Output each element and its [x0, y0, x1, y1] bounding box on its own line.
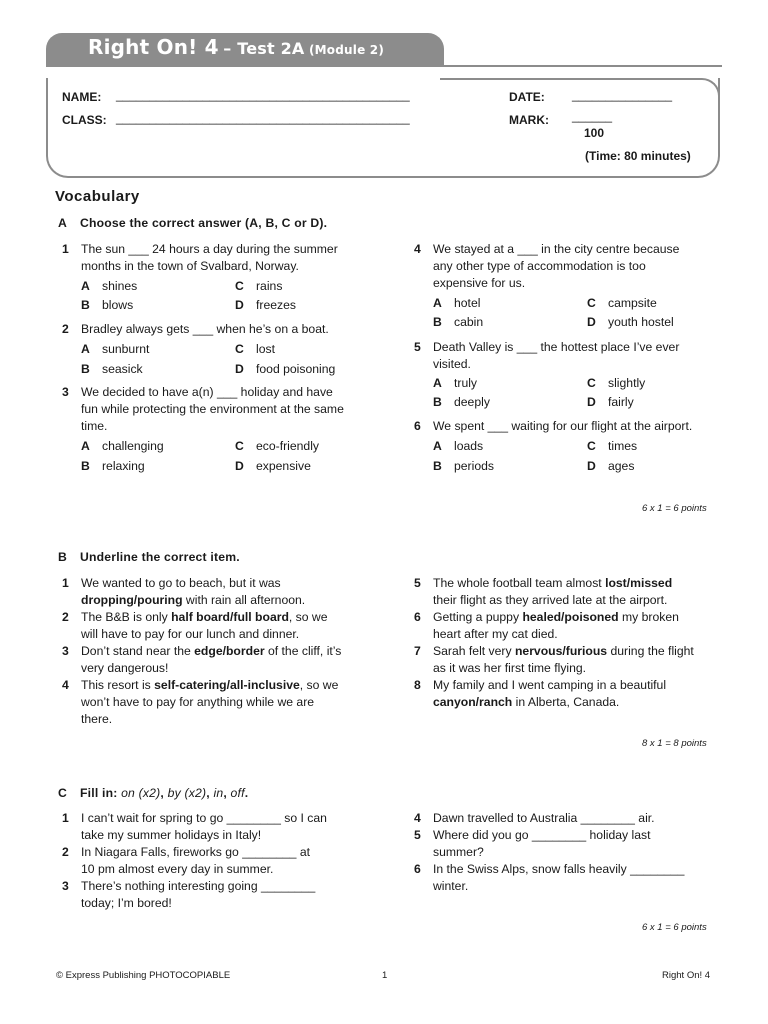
option-text: sunburnt	[102, 342, 150, 356]
option-text: lost	[256, 342, 275, 356]
option-letter: D	[587, 395, 596, 409]
answer-option-a[interactable]	[433, 375, 477, 392]
answer-option-c[interactable]	[235, 438, 319, 455]
option-letter: A	[81, 279, 90, 293]
item-line: Where did you go ________ holiday last	[433, 828, 651, 842]
item-line: winter.	[433, 879, 469, 893]
option-text: rains	[256, 279, 283, 293]
footer-book-title: Right On! 4	[662, 970, 711, 981]
test-title: Right On! 4 – Test 2A (Module 2)	[88, 35, 385, 59]
option-text: truly	[454, 376, 478, 390]
answer-option-a[interactable]	[433, 295, 480, 312]
item-line: In Niagara Falls, fireworks go ________ at	[81, 845, 310, 859]
option-text: challenging	[102, 439, 164, 453]
choice-pair[interactable]: edge/border	[194, 644, 265, 658]
answer-option-b[interactable]	[81, 297, 133, 314]
item-number: 1	[62, 811, 69, 825]
answer-option-a[interactable]	[433, 438, 483, 455]
answer-option-c[interactable]	[587, 375, 645, 392]
option-text: deeply	[454, 395, 490, 409]
option-letter: C	[235, 342, 244, 356]
plain-text: , so we	[288, 610, 328, 624]
answer-option-b[interactable]	[433, 394, 490, 411]
task-c-points: 6 x 1 = 6 points	[642, 922, 707, 933]
item-text	[81, 609, 328, 643]
option-letter: D	[235, 459, 244, 473]
question-line: fun while protecting the environment at the same	[81, 402, 344, 416]
question-text	[433, 339, 679, 373]
mark-label: MARK:	[509, 113, 549, 127]
question-line: We spent ___ waiting for our flight at the airport.	[433, 419, 693, 433]
item-line: In the Swiss Alps, snow falls heavily ________	[433, 862, 685, 876]
option-letter: D	[235, 362, 244, 376]
item-number: 5	[414, 828, 421, 842]
mark-field[interactable]: ______	[572, 109, 613, 123]
option-text: eco-friendly	[256, 439, 319, 453]
item-line	[433, 694, 666, 711]
option-text: loads	[454, 439, 484, 453]
option-letter: D	[587, 315, 596, 329]
answer-option-d[interactable]	[587, 394, 634, 411]
option-text: expensive	[256, 459, 311, 473]
option-text: shines	[102, 279, 138, 293]
option-letter: C	[235, 439, 244, 453]
answer-option-d[interactable]	[587, 314, 674, 331]
task-a-instruction: A Choose the correct answer (A, B, C or D).	[58, 216, 328, 230]
item-line	[433, 592, 672, 609]
item-number: 8	[414, 678, 421, 692]
answer-option-c[interactable]	[587, 438, 637, 455]
answer-option-c[interactable]	[235, 278, 282, 295]
item-line: summer?	[433, 845, 484, 859]
item-number: 4	[414, 811, 421, 825]
item-line	[433, 626, 679, 643]
plain-text: My family and I went camping in a beautiful	[433, 678, 667, 692]
plain-text: very dangerous!	[81, 661, 169, 675]
option-letter: C	[235, 279, 244, 293]
option-letter: D	[235, 298, 244, 312]
task-c-instruction: C Fill in: on (x2), by (x2), in, off.	[58, 786, 249, 800]
answer-option-b[interactable]	[433, 458, 494, 475]
answer-option-b[interactable]	[433, 314, 483, 331]
question-text	[433, 241, 679, 292]
task-b-points: 8 x 1 = 8 points	[642, 738, 707, 749]
answer-option-d[interactable]	[235, 361, 335, 378]
plain-text: , so we	[299, 678, 339, 692]
option-text: fairly	[608, 395, 634, 409]
question-text	[81, 241, 338, 275]
item-line	[81, 643, 341, 660]
plain-text: my broken	[618, 610, 679, 624]
choice-pair[interactable]: lost/missed	[605, 576, 673, 590]
question-number: 6	[414, 419, 421, 433]
plain-text: as it was her first time flying.	[433, 661, 587, 675]
option-text: freezes	[256, 298, 296, 312]
option-letter: B	[433, 459, 442, 473]
item-text	[433, 827, 651, 861]
plain-text: This resort is	[81, 678, 155, 692]
item-number: 5	[414, 576, 421, 590]
option-letter: C	[587, 376, 596, 390]
item-number: 3	[62, 644, 69, 658]
option-text: relaxing	[102, 459, 145, 473]
plain-text: The whole football team almost	[433, 576, 606, 590]
item-line	[81, 609, 328, 626]
question-line: time.	[81, 419, 108, 433]
plain-text: The B&B is only	[81, 610, 172, 624]
item-number: 4	[62, 678, 69, 692]
item-text	[81, 677, 338, 728]
option-letter: D	[587, 459, 596, 473]
item-line	[81, 694, 338, 711]
option-text: cabin	[454, 315, 484, 329]
item-line	[81, 626, 328, 643]
plain-text: in Alberta, Canada.	[512, 695, 620, 709]
answer-option-b[interactable]	[81, 458, 145, 475]
option-letter: A	[433, 439, 442, 453]
item-line	[433, 609, 679, 626]
answer-option-c[interactable]	[587, 295, 657, 312]
plain-text: their flight as they arrived late at the airport.	[433, 593, 668, 607]
answer-option-a[interactable]	[81, 278, 137, 295]
item-number: 2	[62, 845, 69, 859]
option-text: ages	[608, 459, 635, 473]
item-text	[81, 844, 310, 878]
question-line: Death Valley is ___ the hottest place I’ve ever	[433, 340, 680, 354]
choice-pair[interactable]: canyon/ranch	[433, 695, 513, 709]
plain-text: heart after my cat died.	[433, 627, 558, 641]
task-a-points: 6 x 1 = 6 points	[642, 503, 707, 514]
option-letter: C	[587, 296, 596, 310]
question-number: 5	[414, 340, 421, 354]
class-field[interactable]: ____________________________________________	[116, 111, 410, 125]
item-line: I can’t wait for spring to go ________ so I can	[81, 811, 327, 825]
item-text	[81, 643, 341, 677]
option-letter: B	[433, 395, 442, 409]
option-text: seasick	[102, 362, 143, 376]
question-number: 4	[414, 242, 421, 256]
question-text	[433, 418, 692, 435]
name-field[interactable]: ____________________________________________	[116, 88, 410, 102]
question-line: We decided to have a(n) ___ holiday and have	[81, 385, 333, 399]
footer-page-number: 1	[382, 970, 388, 981]
plain-text: Getting a puppy	[433, 610, 523, 624]
question-line: any other type of accommodation is too	[433, 259, 646, 273]
question-text	[81, 384, 344, 435]
answer-option-a[interactable]	[81, 341, 149, 358]
choice-pair[interactable]: nervous/furious	[514, 644, 608, 658]
question-line: We stayed at a ___ in the city centre because	[433, 242, 680, 256]
answer-option-d[interactable]	[235, 458, 311, 475]
option-letter: B	[81, 362, 90, 376]
item-number: 6	[414, 862, 421, 876]
plain-text: We wanted to go to beach, but it was	[81, 576, 281, 590]
item-text	[433, 575, 672, 609]
item-line: take my summer holidays in Italy!	[81, 828, 262, 842]
option-text: times	[608, 439, 638, 453]
item-line	[433, 643, 694, 660]
question-line: visited.	[433, 357, 471, 371]
item-number: 2	[62, 610, 69, 624]
item-line	[81, 592, 305, 609]
option-letter: A	[81, 439, 90, 453]
item-text	[433, 861, 684, 895]
option-letter: A	[433, 296, 442, 310]
option-text: campsite	[608, 296, 657, 310]
task-b-instruction: B Underline the correct item.	[58, 550, 240, 564]
option-text: food poisoning	[256, 362, 336, 376]
answer-option-d[interactable]	[235, 297, 296, 314]
choice-pair[interactable]: half board/full board	[171, 610, 289, 624]
item-number: 1	[62, 576, 69, 590]
section-title: Vocabulary	[55, 188, 140, 205]
plain-text: Sarah felt very	[433, 644, 515, 658]
option-text: youth hostel	[608, 315, 674, 329]
plain-text: will have to pay for our lunch and dinner.	[81, 627, 300, 641]
plain-text: of the cliff, it’s	[264, 644, 342, 658]
item-line: today; I’m bored!	[81, 896, 172, 910]
plain-text: Don’t stand near the	[81, 644, 195, 658]
option-letter: B	[433, 315, 442, 329]
question-number: 1	[62, 242, 69, 256]
title-rule	[46, 65, 722, 67]
option-text: periods	[454, 459, 494, 473]
question-number: 2	[62, 322, 69, 336]
item-line	[433, 660, 694, 677]
option-text: slightly	[608, 376, 646, 390]
item-text	[433, 677, 666, 711]
item-line	[81, 677, 338, 694]
option-letter: C	[587, 439, 596, 453]
item-text	[81, 878, 315, 912]
option-text: hotel	[454, 296, 481, 310]
item-line	[81, 711, 338, 728]
option-letter: B	[81, 459, 90, 473]
choice-pair[interactable]: self-catering/all-inclusive	[154, 678, 300, 692]
time-limit: (Time: 80 minutes)	[585, 149, 691, 163]
item-line	[433, 575, 672, 592]
item-text	[433, 609, 679, 643]
plain-text: during the flight	[607, 644, 694, 658]
question-line: Bradley always gets ___ when he’s on a boat.	[81, 322, 329, 336]
question-line: expensive for us.	[433, 276, 526, 290]
option-letter: B	[81, 298, 90, 312]
item-line	[433, 677, 666, 694]
plain-text: with rain all afternoon.	[182, 593, 306, 607]
plain-text: won’t have to pay for anything while we are	[81, 695, 315, 709]
option-letter: A	[433, 376, 442, 390]
date-label: DATE:	[509, 90, 545, 104]
answer-option-a[interactable]	[81, 438, 164, 455]
plain-text: there.	[81, 712, 113, 726]
answer-option-c[interactable]	[235, 341, 275, 358]
option-letter: A	[81, 342, 90, 356]
item-line: 10 pm almost every day in summer.	[81, 862, 274, 876]
item-line	[81, 660, 341, 677]
item-text	[81, 810, 327, 844]
name-label: NAME:	[62, 90, 102, 104]
question-number: 3	[62, 385, 69, 399]
class-label: CLASS:	[62, 113, 107, 127]
item-text	[81, 575, 305, 609]
choice-pair[interactable]: dropping/pouring	[81, 593, 183, 607]
item-number: 7	[414, 644, 421, 658]
item-number: 3	[62, 879, 69, 893]
mark-total: 100	[584, 126, 605, 140]
item-text	[433, 643, 694, 677]
item-line: Dawn travelled to Australia ________ air.	[433, 811, 655, 825]
option-text: blows	[102, 298, 134, 312]
question-text	[81, 321, 329, 338]
footer-copyright: © Express Publishing PHOTOCOPIABLE	[56, 970, 231, 981]
question-line: months in the town of Svalbard, Norway.	[81, 259, 299, 273]
date-field[interactable]: _______________	[572, 88, 673, 102]
item-line: There’s nothing interesting going ________	[81, 879, 316, 893]
item-line	[81, 575, 305, 592]
question-line: The sun ___ 24 hours a day during the summer	[81, 242, 338, 256]
answer-option-d[interactable]	[587, 458, 634, 475]
choice-pair[interactable]: healed/poisoned	[522, 610, 619, 624]
answer-option-b[interactable]	[81, 361, 143, 378]
item-number: 6	[414, 610, 421, 624]
item-text	[433, 810, 655, 827]
